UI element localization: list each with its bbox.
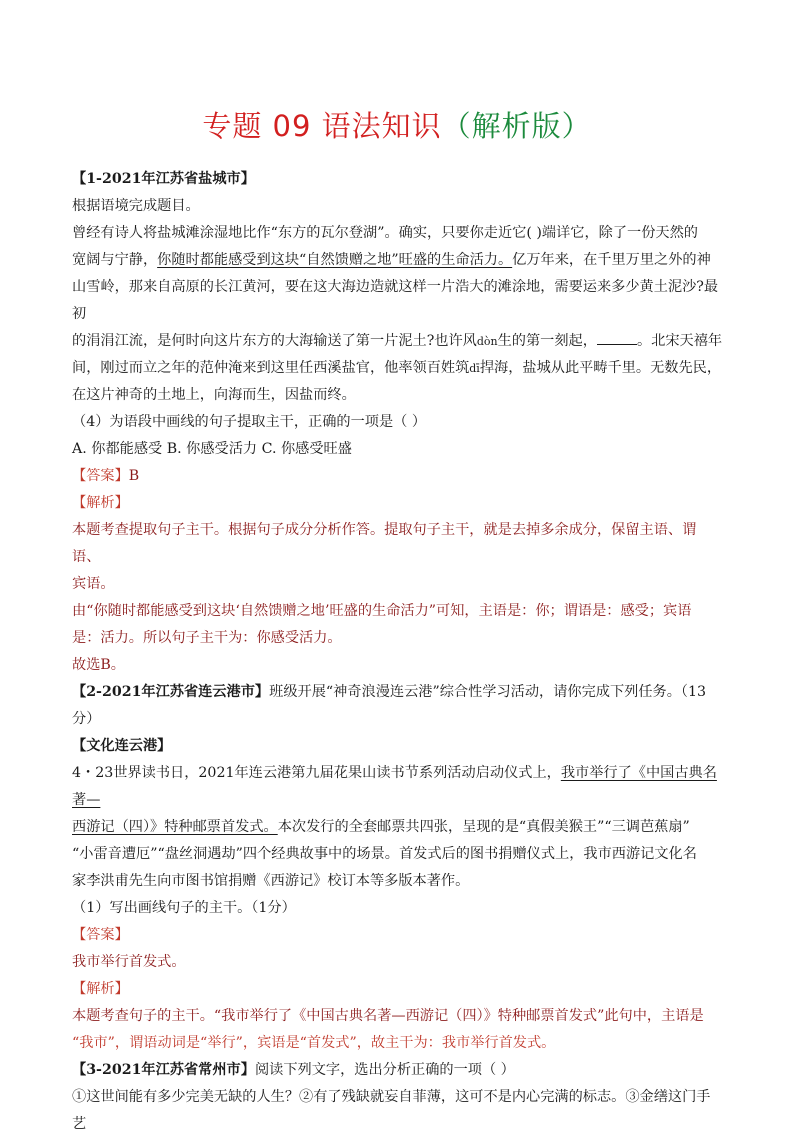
q1-passage-line: 的涓涓江流，是何时向这片东方的大海输送了第一片泥土?也许风dòn生的第一刻起， 。北宋天禧年 [72, 328, 724, 355]
q1-passage-line: 山雪岭，那来自高原的长江黄河，要在这大海边造就这样一片浩大的滩涂地，需要运来多少黄土泥沙?最初 [72, 279, 719, 322]
q3-heading: 【3-2021年江苏省常州市】 [72, 1062, 255, 1078]
q2-heading-line: 【2-2021年江苏省连云港市】班级开展“神奇浪漫连云港”综合性学习活动，请你完成下列任务。（13分） [72, 684, 707, 727]
page-title [0, 104, 794, 145]
q1-answer: 【答案】B [72, 468, 140, 484]
q2-answer: 我市举行首发式。 [72, 954, 186, 970]
answer-blank [597, 330, 637, 345]
q1-passage-line: 宽阔与宁静，你随时都能感受到这块“自然馈赠之地”旺盛的生命活力。亿万年来，在千里万里之外的神 [72, 252, 711, 268]
q2-heading: 【2-2021年江苏省连云港市】 [72, 684, 270, 700]
q1-analysis-line: 本题考查提取句子主干。根据句子成分分析作答。提取句子主干，就是去掉多余成分，保留主语、谓语、 [72, 522, 697, 565]
q3-passage-line: ①这世间能有多少完美无缺的人生？②有了残缺就妄自菲薄，这可不是内心完满的标志。③金缮这门手艺 [72, 1089, 711, 1132]
q2-passage-line: 4・23世界读书日，2021年连云港第九届花果山读书节系列活动启动仪式上，我市举行了《中国古典名著— [72, 765, 717, 808]
pinyin: dī [469, 362, 480, 375]
q1-options: A. 你都能感受 B. 你感受活力 C. 你感受旺盛 [72, 441, 352, 457]
q1-analysis-label: 【解析】 [72, 495, 129, 511]
q2-analysis-label: 【解析】 [72, 981, 129, 997]
q1-passage-line: 曾经有诗人将盐城滩涂湿地比作“东方的瓦尔登湖”。确实，只要你走近它( )端详它，除了一份天然的 [72, 225, 698, 241]
q3-heading-line: 【3-2021年江苏省常州市】阅读下列文字，选出分析正确的一项（ ） [72, 1062, 515, 1078]
q2-passage-line: 家李洪甫先生向市图书馆捐赠《西游记》校订本等多版本著作。 [72, 873, 470, 889]
q1-question: （4）为语段中画线的句子提取主干，正确的一项是（ ） [72, 414, 427, 430]
q2-subheading: 【文化连云港】 [72, 738, 172, 754]
pinyin: dòn [476, 335, 498, 348]
title-main: 专题 09 语法知识 [202, 109, 442, 143]
q2-analysis-line: “我市”，谓语动词是“举行”，宾语是“首发式”，故主干为：我市举行首发式。 [72, 1035, 556, 1051]
title-paren: （解析版） [441, 109, 592, 143]
q1-heading: 【1-2021年江苏省盐城市】 [72, 171, 255, 187]
underlined-sentence: 你随时都能感受到这块“自然馈赠之地”旺盛的生命活力。 [157, 252, 513, 268]
q2-passage-line: 西游记（四）》特种邮票首发式。本次发行的全套邮票共四张，呈现的是“真假美猴王”“三调芭蕉扇” [72, 819, 690, 835]
q1-analysis-line: 故选B。 [72, 657, 125, 673]
underlined-sentence: 西游记（四）》特种邮票首发式。 [72, 819, 278, 835]
q1-analysis-line: 由“你随时都能感受到这块‘自然馈赠之地’旺盛的生命活力”可知，主语是：你；谓语是：感受；宾语 [72, 603, 692, 619]
q1-instruction: 根据语境完成题目。 [72, 198, 200, 214]
q2-question: （1）写出画线句子的主干。（1分） [72, 900, 296, 916]
q1-analysis-line: 是：活力。所以句子主干为：你感受活力。 [72, 630, 342, 646]
q1-passage-line: 间，刚过而立之年的范仲淹来到这里任西溪盐官，他率领百姓筑dī捍海，盐城从此平畴千里。无数先民， [72, 360, 722, 376]
q1-passage-line: 在这片神奇的土地上，向海而生，因盐而终。 [72, 387, 356, 403]
q1-analysis-line: 宾语。 [72, 576, 115, 592]
q2-analysis-line: 本题考查句子的主干。“我市举行了《中国古典名著—西游记（四）》特种邮票首发式”此句中，主语是 [72, 1008, 704, 1024]
underlined-sentence: 我市举行了《中国古典名著— [72, 765, 717, 808]
q2-answer-label: 【答案】 [72, 927, 129, 943]
answer-label: 【答案】 [72, 468, 129, 484]
document-body [72, 166, 724, 1138]
q2-passage-line: “小雷音遭厄”“盘丝洞遇劫”四个经典故事中的场景。首发式后的图书捐赠仪式上，我市西游记文化名 [72, 846, 697, 862]
